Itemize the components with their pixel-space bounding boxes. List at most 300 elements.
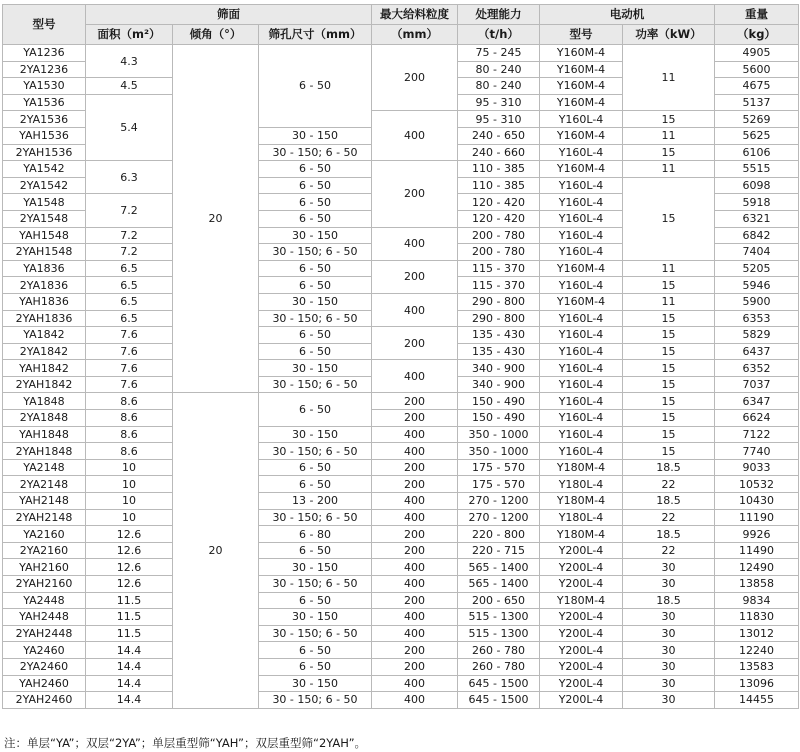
capacity-cell: 120 - 420 [458,194,540,211]
motor-model-cell: Y160M-4 [540,293,623,310]
model-cell: 2YAH2148 [3,509,86,526]
footnote: 注：单层“YA”；双层“2YA”；单层重型筛“YAH”；双层重型筛“2YAH”。 [4,736,367,750]
model-cell: YAH1548 [3,227,86,244]
weight-cell: 6347 [715,393,799,410]
motor-power-cell: 30 [623,625,715,642]
model-cell: YA1536 [3,94,86,111]
feed-cell: 200 [372,161,458,227]
area-cell: 7.2 [86,244,173,261]
model-cell: YA2148 [3,459,86,476]
capacity-cell: 240 - 660 [458,144,540,161]
capacity-cell: 340 - 900 [458,360,540,377]
weight-cell: 5946 [715,277,799,294]
capacity-cell: 340 - 900 [458,376,540,393]
mesh-cell: 6 - 50 [259,45,372,128]
motor-model-cell: Y180M-4 [540,526,623,543]
weight-cell: 10430 [715,493,799,510]
weight-cell: 5829 [715,327,799,344]
table-row [3,658,799,675]
mesh-cell: 30 - 150; 6 - 50 [259,144,372,161]
capacity-cell: 80 - 240 [458,78,540,95]
model-cell: 2YA2160 [3,542,86,559]
mesh-cell: 6 - 50 [259,459,372,476]
capacity-cell: 290 - 800 [458,310,540,327]
mesh-cell: 30 - 150; 6 - 50 [259,692,372,709]
weight-cell: 11490 [715,542,799,559]
capacity-cell: 515 - 1300 [458,609,540,626]
mesh-cell: 6 - 50 [259,658,372,675]
model-cell: 2YAH2160 [3,576,86,593]
model-cell: YAH2460 [3,675,86,692]
mesh-cell: 30 - 150; 6 - 50 [259,443,372,460]
capacity-cell: 565 - 1400 [458,576,540,593]
motor-model-cell: Y160M-4 [540,161,623,178]
motor-power-cell: 15 [623,177,715,260]
capacity-cell: 290 - 800 [458,293,540,310]
motor-model-cell: Y180M-4 [540,459,623,476]
motor-power-cell: 18.5 [623,526,715,543]
model-cell: YA1530 [3,78,86,95]
motor-model-cell: Y160L-4 [540,111,623,128]
motor-power-cell: 30 [623,559,715,576]
capacity-cell: 150 - 490 [458,393,540,410]
feed-cell: 200 [372,393,458,410]
weight-cell: 14455 [715,692,799,709]
table-row [3,45,799,62]
col-motor-power-header: 功率（kW） [623,25,715,45]
model-cell: 2YA2148 [3,476,86,493]
area-cell: 8.6 [86,410,173,427]
feed-cell: 200 [372,526,458,543]
weight-cell: 6624 [715,410,799,427]
capacity-cell: 565 - 1400 [458,559,540,576]
area-cell: 12.6 [86,526,173,543]
mesh-cell: 30 - 150; 6 - 50 [259,576,372,593]
mesh-cell: 30 - 150 [259,293,372,310]
area-cell: 11.5 [86,609,173,626]
weight-cell: 5600 [715,61,799,78]
capacity-cell: 120 - 420 [458,210,540,227]
angle-cell: 20 [173,393,259,708]
motor-model-cell: Y200L-4 [540,692,623,709]
mesh-cell: 6 - 50 [259,542,372,559]
area-cell: 12.6 [86,576,173,593]
table-row [3,161,799,178]
motor-power-cell: 30 [623,675,715,692]
mesh-cell: 30 - 150 [259,227,372,244]
model-cell: 2YA1236 [3,61,86,78]
capacity-cell: 110 - 385 [458,177,540,194]
feed-cell: 200 [372,542,458,559]
model-cell: 2YAH2460 [3,692,86,709]
capacity-cell: 270 - 1200 [458,493,540,510]
area-cell: 4.5 [86,78,173,95]
area-cell: 4.3 [86,45,173,78]
capacity-cell: 135 - 430 [458,343,540,360]
weight-cell: 6106 [715,144,799,161]
area-cell: 8.6 [86,443,173,460]
mesh-cell: 6 - 50 [259,277,372,294]
table-row [3,493,799,510]
capacity-cell: 220 - 715 [458,542,540,559]
capacity-cell: 110 - 385 [458,161,540,178]
motor-model-cell: Y180M-4 [540,592,623,609]
motor-model-cell: Y200L-4 [540,576,623,593]
motor-model-cell: Y160L-4 [540,277,623,294]
motor-model-cell: Y180L-4 [540,476,623,493]
capacity-cell: 135 - 430 [458,327,540,344]
motor-model-cell: Y160L-4 [540,410,623,427]
weight-cell: 6437 [715,343,799,360]
motor-model-cell: Y160L-4 [540,177,623,194]
motor-model-cell: Y160L-4 [540,343,623,360]
capacity-cell: 115 - 370 [458,277,540,294]
feed-cell: 400 [372,293,458,326]
motor-model-cell: Y200L-4 [540,559,623,576]
table-row [3,476,799,493]
table-row [3,675,799,692]
model-cell: YAH2148 [3,493,86,510]
weight-cell: 5900 [715,293,799,310]
motor-model-cell: Y160M-4 [540,45,623,62]
area-cell: 7.6 [86,376,173,393]
motor-power-cell: 15 [623,376,715,393]
motor-model-cell: Y160L-4 [540,393,623,410]
mesh-cell: 6 - 50 [259,592,372,609]
weight-cell: 7740 [715,443,799,460]
table-row [3,327,799,344]
table-row [3,360,799,377]
motor-model-cell: Y160L-4 [540,360,623,377]
feed-cell: 200 [372,260,458,293]
table-row [3,526,799,543]
weight-cell: 13583 [715,658,799,675]
capacity-cell: 175 - 570 [458,476,540,493]
table-row [3,559,799,576]
model-cell: YA2160 [3,526,86,543]
area-cell: 8.6 [86,426,173,443]
motor-model-cell: Y200L-4 [540,675,623,692]
motor-model-cell: Y160L-4 [540,144,623,161]
model-cell: 2YA1836 [3,277,86,294]
motor-model-cell: Y160L-4 [540,194,623,211]
mesh-cell: 6 - 50 [259,194,372,211]
spec-table-body [3,45,799,709]
model-cell: 2YA1542 [3,177,86,194]
col-weight-unit: （kg） [715,25,799,45]
area-cell: 6.5 [86,293,173,310]
capacity-cell: 260 - 780 [458,658,540,675]
motor-power-cell: 15 [623,111,715,128]
capacity-cell: 95 - 310 [458,111,540,128]
area-cell: 7.2 [86,194,173,227]
mesh-cell: 30 - 150 [259,360,372,377]
table-row [3,393,799,410]
capacity-cell: 270 - 1200 [458,509,540,526]
mesh-cell: 6 - 50 [259,343,372,360]
area-cell: 7.2 [86,227,173,244]
col-weight-header: 重量 [715,5,799,25]
weight-cell: 9834 [715,592,799,609]
motor-model-cell: Y200L-4 [540,642,623,659]
feed-cell: 200 [372,592,458,609]
motor-power-cell: 15 [623,144,715,161]
motor-power-cell: 15 [623,426,715,443]
model-cell: 2YAH1848 [3,443,86,460]
model-cell: YAH2448 [3,609,86,626]
model-cell: YA1548 [3,194,86,211]
feed-cell: 200 [372,327,458,360]
col-max-feed-header: 最大给料粒度 [372,5,458,25]
mesh-cell: 30 - 150 [259,127,372,144]
col-screen-group-header: 筛面 [86,5,372,25]
mesh-cell: 13 - 200 [259,493,372,510]
motor-model-cell: Y160M-4 [540,78,623,95]
model-cell: 2YAH1548 [3,244,86,261]
weight-cell: 5137 [715,94,799,111]
motor-power-cell: 30 [623,642,715,659]
feed-cell: 200 [372,410,458,427]
motor-power-cell: 15 [623,310,715,327]
weight-cell: 4675 [715,78,799,95]
motor-power-cell: 30 [623,658,715,675]
capacity-cell: 220 - 800 [458,526,540,543]
motor-model-cell: Y160L-4 [540,310,623,327]
area-cell: 12.6 [86,542,173,559]
model-cell: 2YA1842 [3,343,86,360]
weight-cell: 4905 [715,45,799,62]
motor-model-cell: Y160L-4 [540,210,623,227]
mesh-cell: 30 - 150; 6 - 50 [259,509,372,526]
weight-cell: 5269 [715,111,799,128]
model-cell: 2YA1536 [3,111,86,128]
motor-power-cell: 11 [623,260,715,277]
area-cell: 10 [86,509,173,526]
area-cell: 6.3 [86,161,173,194]
weight-cell: 11190 [715,509,799,526]
col-motor-model-header: 型号 [540,25,623,45]
mesh-cell: 6 - 50 [259,260,372,277]
motor-power-cell: 15 [623,277,715,294]
motor-model-cell: Y180L-4 [540,509,623,526]
feed-cell: 200 [372,642,458,659]
motor-model-cell: Y160M-4 [540,61,623,78]
motor-model-cell: Y160M-4 [540,260,623,277]
mesh-cell: 6 - 50 [259,327,372,344]
model-cell: YA1848 [3,393,86,410]
feed-cell: 400 [372,227,458,260]
capacity-cell: 200 - 780 [458,227,540,244]
motor-model-cell: Y200L-4 [540,609,623,626]
weight-cell: 7037 [715,376,799,393]
area-cell: 5.4 [86,94,173,160]
angle-cell: 20 [173,45,259,393]
model-cell: YAH2160 [3,559,86,576]
col-angle-header: 倾角（°） [173,25,259,45]
motor-model-cell: Y160L-4 [540,426,623,443]
mesh-cell: 6 - 80 [259,526,372,543]
feed-cell: 400 [372,443,458,460]
feed-cell: 400 [372,576,458,593]
model-cell: YA1842 [3,327,86,344]
area-cell: 10 [86,459,173,476]
feed-cell: 200 [372,459,458,476]
mesh-cell: 30 - 150 [259,675,372,692]
motor-power-cell: 30 [623,692,715,709]
area-cell: 14.4 [86,642,173,659]
model-cell: YAH1536 [3,127,86,144]
motor-model-cell: Y160L-4 [540,244,623,261]
capacity-cell: 260 - 780 [458,642,540,659]
feed-cell: 400 [372,559,458,576]
area-cell: 14.4 [86,692,173,709]
mesh-cell: 30 - 150; 6 - 50 [259,244,372,261]
area-cell: 11.5 [86,625,173,642]
weight-cell: 7122 [715,426,799,443]
weight-cell: 12490 [715,559,799,576]
weight-cell: 5625 [715,127,799,144]
motor-model-cell: Y160L-4 [540,227,623,244]
weight-cell: 7404 [715,244,799,261]
capacity-cell: 350 - 1000 [458,426,540,443]
area-cell: 8.6 [86,393,173,410]
motor-model-cell: Y160M-4 [540,127,623,144]
area-cell: 10 [86,493,173,510]
motor-power-cell: 22 [623,542,715,559]
table-row [3,293,799,310]
motor-power-cell: 15 [623,360,715,377]
capacity-cell: 350 - 1000 [458,443,540,460]
motor-power-cell: 18.5 [623,459,715,476]
capacity-cell: 115 - 370 [458,260,540,277]
motor-power-cell: 15 [623,410,715,427]
capacity-cell: 240 - 650 [458,127,540,144]
capacity-cell: 515 - 1300 [458,625,540,642]
mesh-cell: 6 - 50 [259,642,372,659]
col-area-header: 面积（m²） [86,25,173,45]
mesh-cell: 6 - 50 [259,210,372,227]
table-row [3,459,799,476]
motor-model-cell: Y160L-4 [540,327,623,344]
motor-model-cell: Y200L-4 [540,658,623,675]
weight-cell: 9926 [715,526,799,543]
model-cell: YAH1836 [3,293,86,310]
model-cell: YA1836 [3,260,86,277]
table-row [3,443,799,460]
feed-cell: 400 [372,675,458,692]
motor-power-cell: 15 [623,393,715,410]
table-row [3,592,799,609]
table-row [3,542,799,559]
motor-power-cell: 30 [623,609,715,626]
weight-cell: 5918 [715,194,799,211]
area-cell: 7.6 [86,327,173,344]
motor-power-cell: 15 [623,443,715,460]
model-cell: YA2448 [3,592,86,609]
weight-cell: 9033 [715,459,799,476]
weight-cell: 13096 [715,675,799,692]
mesh-cell: 6 - 50 [259,161,372,178]
capacity-cell: 150 - 490 [458,410,540,427]
model-cell: 2YAH1836 [3,310,86,327]
feed-cell: 400 [372,493,458,510]
feed-cell: 200 [372,45,458,111]
motor-power-cell: 11 [623,127,715,144]
weight-cell: 10532 [715,476,799,493]
motor-power-cell: 15 [623,327,715,344]
area-cell: 6.5 [86,310,173,327]
weight-cell: 12240 [715,642,799,659]
model-cell: 2YAH1536 [3,144,86,161]
motor-model-cell: Y180M-4 [540,493,623,510]
feed-cell: 400 [372,692,458,709]
feed-cell: 400 [372,111,458,161]
area-cell: 10 [86,476,173,493]
area-cell: 11.5 [86,592,173,609]
table-row [3,642,799,659]
model-cell: 2YAH2448 [3,625,86,642]
area-cell: 6.5 [86,260,173,277]
weight-cell: 6098 [715,177,799,194]
motor-model-cell: Y200L-4 [540,625,623,642]
capacity-cell: 75 - 245 [458,45,540,62]
mesh-cell: 30 - 150; 6 - 50 [259,376,372,393]
model-cell: YAH1848 [3,426,86,443]
col-mesh-header: 筛孔尺寸（mm） [259,25,372,45]
motor-power-cell: 18.5 [623,493,715,510]
model-cell: YAH1842 [3,360,86,377]
model-cell: YA2460 [3,642,86,659]
table-row [3,576,799,593]
motor-model-cell: Y200L-4 [540,542,623,559]
weight-cell: 13012 [715,625,799,642]
model-cell: 2YA1548 [3,210,86,227]
weight-cell: 5515 [715,161,799,178]
table-row [3,426,799,443]
col-model-header: 型号 [3,5,86,45]
col-max-feed-unit: （mm） [372,25,458,45]
motor-power-cell: 11 [623,45,715,111]
weight-cell: 5205 [715,260,799,277]
weight-cell: 11830 [715,609,799,626]
model-cell: YA1542 [3,161,86,178]
area-cell: 12.6 [86,559,173,576]
capacity-cell: 645 - 1500 [458,675,540,692]
table-row [3,260,799,277]
mesh-cell: 6 - 50 [259,476,372,493]
weight-cell: 13858 [715,576,799,593]
mesh-cell: 30 - 150; 6 - 50 [259,310,372,327]
table-row [3,625,799,642]
feed-cell: 400 [372,509,458,526]
model-cell: 2YAH1842 [3,376,86,393]
capacity-cell: 80 - 240 [458,61,540,78]
col-capacity-unit: （t/h） [458,25,540,45]
motor-power-cell: 18.5 [623,592,715,609]
motor-power-cell: 22 [623,509,715,526]
motor-power-cell: 11 [623,161,715,178]
area-cell: 14.4 [86,675,173,692]
feed-cell: 200 [372,658,458,675]
col-motor-group-header: 电动机 [540,5,715,25]
mesh-cell: 30 - 150 [259,426,372,443]
motor-power-cell: 30 [623,576,715,593]
area-cell: 14.4 [86,658,173,675]
model-cell: 2YA1848 [3,410,86,427]
mesh-cell: 30 - 150 [259,559,372,576]
mesh-cell: 6 - 50 [259,393,372,426]
mesh-cell: 30 - 150; 6 - 50 [259,625,372,642]
